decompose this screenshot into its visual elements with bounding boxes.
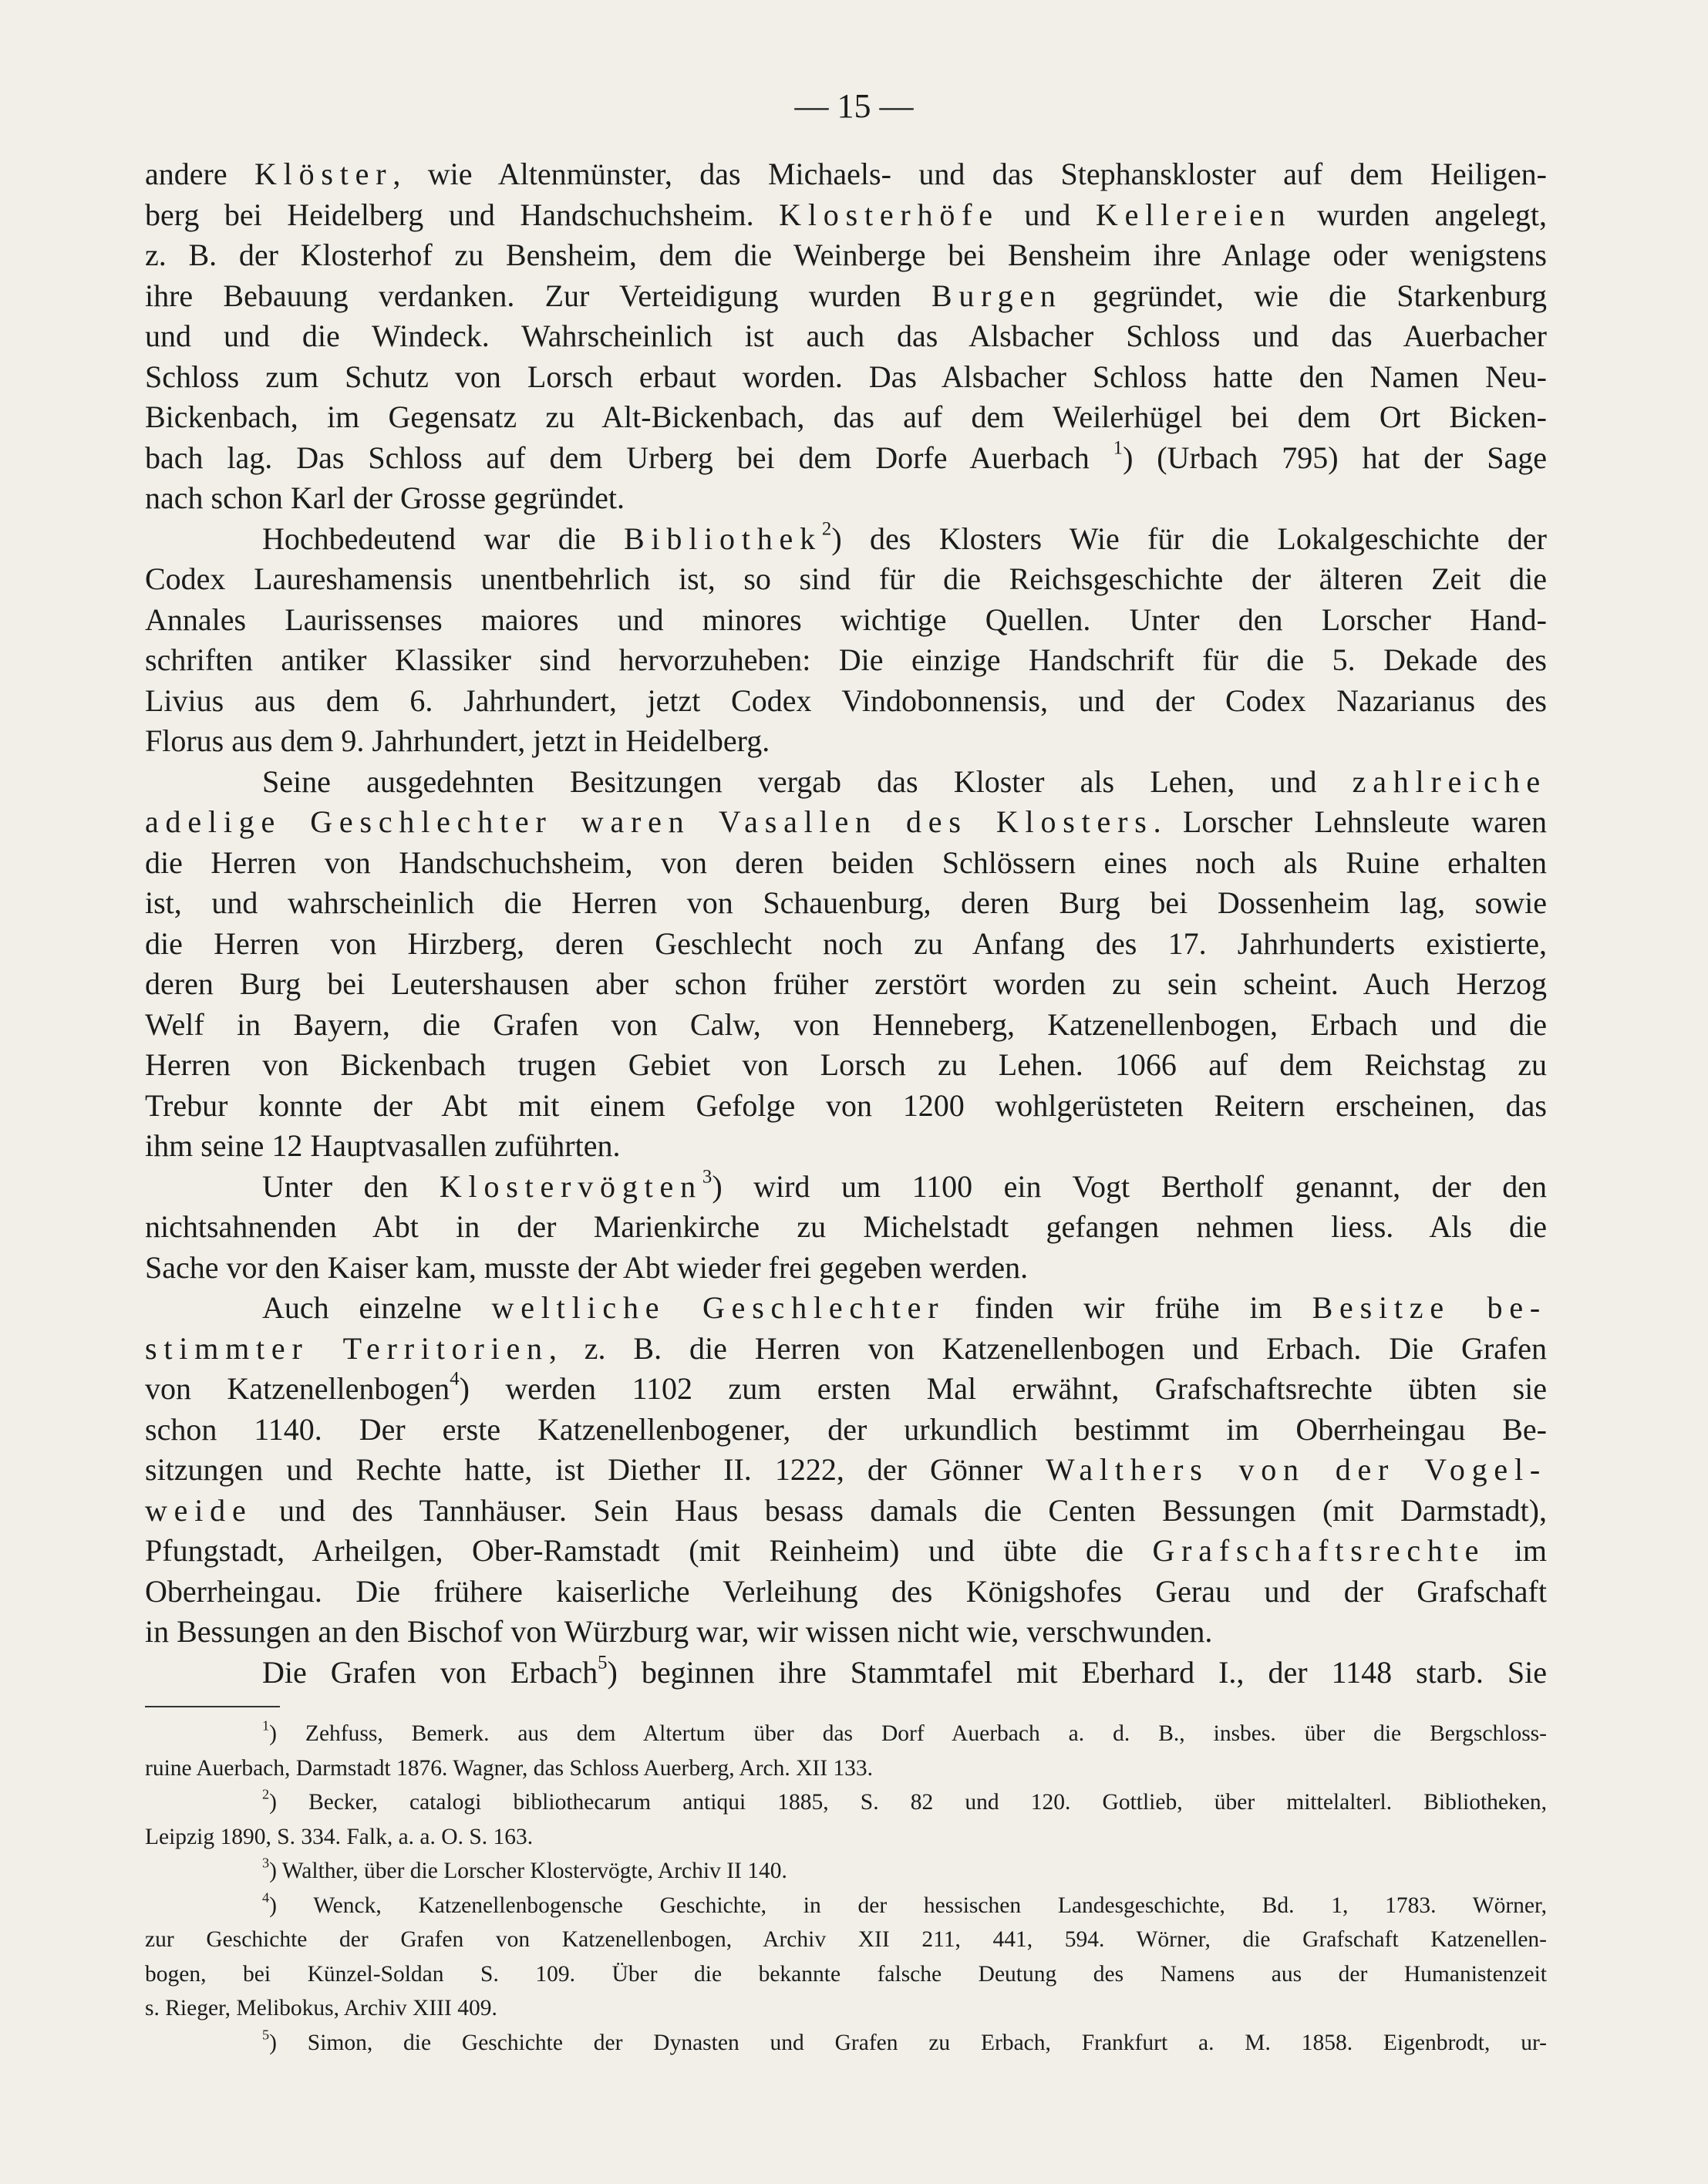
page-number: — 15 — [794, 87, 914, 125]
footnote-marker: 4 [262, 1889, 270, 1905]
footnote-marker: 1 [262, 1717, 270, 1734]
text-line: Auch einzelne weltliche Geschlechter finden wir frühe im Besitze be- [262, 1290, 1547, 1325]
emphasis-spaced: Bibliothek [624, 521, 822, 556]
footnote-line: $^4$) Wenck, Katzenellenbogensche Geschichte, in der hessischen Landesgeschichte, Bd. 1, 1783. Wörner, [262, 1889, 1547, 1918]
text-line: Herren von Bickenbach trugen Gebiet von Lorsch zu Lehen. 1066 auf dem Reichstag zu [145, 1047, 1547, 1082]
emphasis-spaced: Walthers von der Vogel- [1046, 1452, 1548, 1487]
footnote-separator [145, 1706, 280, 1707]
emphasis-spaced: zahlreiche [1352, 763, 1547, 799]
text-line: ist, und wahrscheinlich die Herren von Schauenburg, deren Burg bei Dossenheim lag, sowie [145, 885, 1547, 920]
emphasis-spaced: Klostervögten [439, 1168, 702, 1204]
text-line: die Herren von Handschuchsheim, von deren beiden Schlössern eines noch als Ruine erhalten [145, 844, 1547, 880]
text-line: schon 1140. Der erste Katzenellenbogener, der urkundlich bestimmt im Oberrheingau Be- [145, 1411, 1547, 1447]
text-line: Trebur konnte der Abt mit einem Gefolge von 1200 wohlgerüsteten Reitern erscheinen, das [145, 1087, 1547, 1123]
text-line: nach schon Karl der Grosse gegründet. [145, 480, 625, 515]
emphasis-spaced: Besitze be- [1312, 1290, 1547, 1325]
text-line: Bickenbach, im Gegensatz zu Alt-Bickenbach, das auf dem Weilerhügel bei dem Ort Bicken- [145, 399, 1547, 434]
text-line: Pfungstadt, Arheilgen, Ober-Ramstadt (mit Reinheim) und übte die Grafschaftsrechte im [145, 1533, 1547, 1568]
text-line: Florus aus dem 9. Jahrhundert, jetzt in Heidelberg. [145, 723, 770, 758]
text-line: sitzungen und Rechte hatte, ist Diether II. 1222, der Gönner Walthers von der Vogel- [145, 1452, 1548, 1487]
footnote-marker: 2 [262, 1786, 270, 1802]
footnote-line: bogen, bei Künzel-Soldan S. 109. Über die bekannte falsche Deutung des Namens aus der Humanistenzeit [145, 1961, 1547, 1987]
text-line: Annales Laurissenses maiores und minores wichtige Quellen. Unter den Lorscher Hand- [145, 602, 1547, 637]
footnote-marker: 5 [262, 2026, 270, 2042]
text-line: Oberrheingau. Die frühere kaiserliche Verleihung des Königshofes Gerau und der Grafschaft [145, 1573, 1547, 1609]
footnote-marker: 1 [1113, 436, 1124, 458]
text-line: Unter den Klostervögten$^3$) wird um 1100 ein Vogt Bertholf genannt, der den [262, 1165, 1547, 1204]
text-line: weide und des Tannhäuser. Sein Haus besass damals die Centen Bessungen (mit Darmstadt), [145, 1492, 1547, 1528]
footnote-line: s. Rieger, Melibokus, Archiv XIII 409. [145, 1996, 497, 2021]
footnote-line: $^3$) Walther, über die Lorscher Klostervögte, Archiv II 140. [262, 1855, 787, 1883]
emphasis-spaced: weltliche Geschlechter [491, 1290, 945, 1325]
main-text [145, 154, 1547, 1693]
text-line: bach lag. Das Schloss auf dem Urberg bei dem Dorfe Auerbach $^1$) (Urbach 795) hat der Sage [145, 436, 1547, 475]
emphasis-spaced: Burgen [931, 278, 1063, 313]
text-line: Codex Laureshamensis unentbehrlich ist, so sind für die Reichsgeschichte der älteren Zeit die [145, 561, 1547, 596]
emphasis-spaced: Kellereien [1095, 197, 1292, 232]
footnote-line: zur Geschichte der Grafen von Katzenellenbogen, Archiv XII 211, 441, 594. Wörner, die Grafschaft Katzenellen- [145, 1927, 1547, 1952]
emphasis-spaced: stimmter Territorien [145, 1330, 549, 1366]
footnote-marker: 3 [262, 1855, 270, 1871]
text-line: ihm seine 12 Hauptvasallen zuführten. [145, 1128, 621, 1163]
text-line: Livius aus dem 6. Jahrhundert, jetzt Codex Vindobonnensis, und der Codex Nazarianus des [145, 682, 1547, 718]
footnote-marker: 5 [598, 1651, 608, 1673]
text-line: Schloss zum Schutz von Lorsch erbaut worden. Das Alsbacher Schloss hatte den Namen Neu- [145, 359, 1547, 394]
text-line: z. B. der Klosterhof zu Bensheim, dem die Weinberge bei Bensheim ihre Anlage oder wenigstens [145, 238, 1547, 272]
emphasis-spaced: weide [145, 1492, 253, 1528]
text-line: berg bei Heidelberg und Handschuchsheim. Klosterhöfe und Kellereien wurden angelegt, [145, 197, 1548, 232]
footnotes [145, 1717, 1547, 2060]
text-line: Die Grafen von Erbach$^5$) beginnen ihre Stammtafel mit Eberhard I., der 1148 starb. Sie [262, 1651, 1547, 1690]
text-line: schriften antiker Klassiker sind hervorzuheben: Die einzige Handschrift für die 5. Dekade des [145, 642, 1547, 677]
footnote-line: Leipzig 1890, S. 334. Falk, a. a. O. S. 163. [145, 1824, 534, 1849]
emphasis-spaced: Grafschaftsrechte [1152, 1533, 1486, 1568]
text-line: Seine ausgedehnten Besitzungen vergab das Kloster als Lehen, und zahlreiche [262, 763, 1547, 799]
text-line: von Katzenellenbogen$^4$) werden 1102 zum ersten Mal erwähnt, Grafschaftsrechte übten sie [145, 1368, 1547, 1406]
text-line: Welf in Bayern, die Grafen von Calw, von Henneberg, Katzenellenbogen, Erbach und die [145, 1006, 1547, 1042]
text-line: stimmter Territorien, z. B. die Herren von Katzenellenbogen und Erbach. Die Grafen [145, 1330, 1548, 1366]
footnote-marker: 4 [450, 1368, 460, 1390]
footnote-marker: 2 [821, 517, 832, 539]
text-line: ihre Bebauung verdanken. Zur Verteidigung wurden Burgen gegründet, wie die Starkenburg [145, 278, 1547, 313]
text-line: deren Burg bei Leutershausen aber schon früher zerstört worden zu sein scheint. Auch Herzog [145, 966, 1547, 1001]
text-line: die Herren von Hirzberg, deren Geschlecht noch zu Anfang des 17. Jahrhunderts existierte, [145, 925, 1547, 961]
text-line: andere Klöster, wie Altenmünster, das Michaels- und das Stephanskloster auf dem Heiligen- [145, 157, 1547, 191]
emphasis-spaced: Klöster [254, 157, 393, 191]
text-line: adelige Geschlechter waren Vasallen des Klosters. Lorscher Lehnsleute waren [145, 804, 1547, 839]
footnote-line: $^2$) Becker, catalogi bibliothecarum antiqui 1885, S. 82 und 120. Gottlieb, über mittelalterl. Bibliotheken, [262, 1786, 1547, 1815]
text-line: Sache vor den Kaiser kam, musste der Abt wieder frei gegeben werden. [145, 1249, 1029, 1285]
footnote-marker: 3 [702, 1165, 713, 1187]
text-line: nichtsahnenden Abt in der Marienkirche zu Michelstadt gefangen nehmen liess. Als die [145, 1209, 1547, 1244]
footnote-line: $^5$) Simon, die Geschichte der Dynasten und Grafen zu Erbach, Frankfurt a. M. 1858. Eigenbrodt, ur- [262, 2026, 1547, 2055]
footnote-line: $^1$) Zehfuss, Bemerk. aus dem Altertum über das Dorf Auerbach a. d. B., insbes. über die Bergschloss- [262, 1717, 1547, 1746]
emphasis-spaced: adelige Geschlechter waren Vasallen des Klosters [145, 804, 1154, 839]
text-line: und und die Windeck. Wahrscheinlich ist auch das Alsbacher Schloss und das Auerbacher [145, 318, 1547, 353]
text-line: Hochbedeutend war die Bibliothek$^2$) des Klosters Wie für die Lokalgeschichte der [262, 517, 1547, 556]
footnote-line: ruine Auerbach, Darmstadt 1876. Wagner, das Schloss Auerberg, Arch. XII 133. [145, 1755, 874, 1781]
text-line: in Bessungen an den Bischof von Würzburg war, wir wissen nicht wie, verschwunden. [145, 1614, 1213, 1649]
emphasis-spaced: Klosterhöfe [779, 197, 999, 232]
